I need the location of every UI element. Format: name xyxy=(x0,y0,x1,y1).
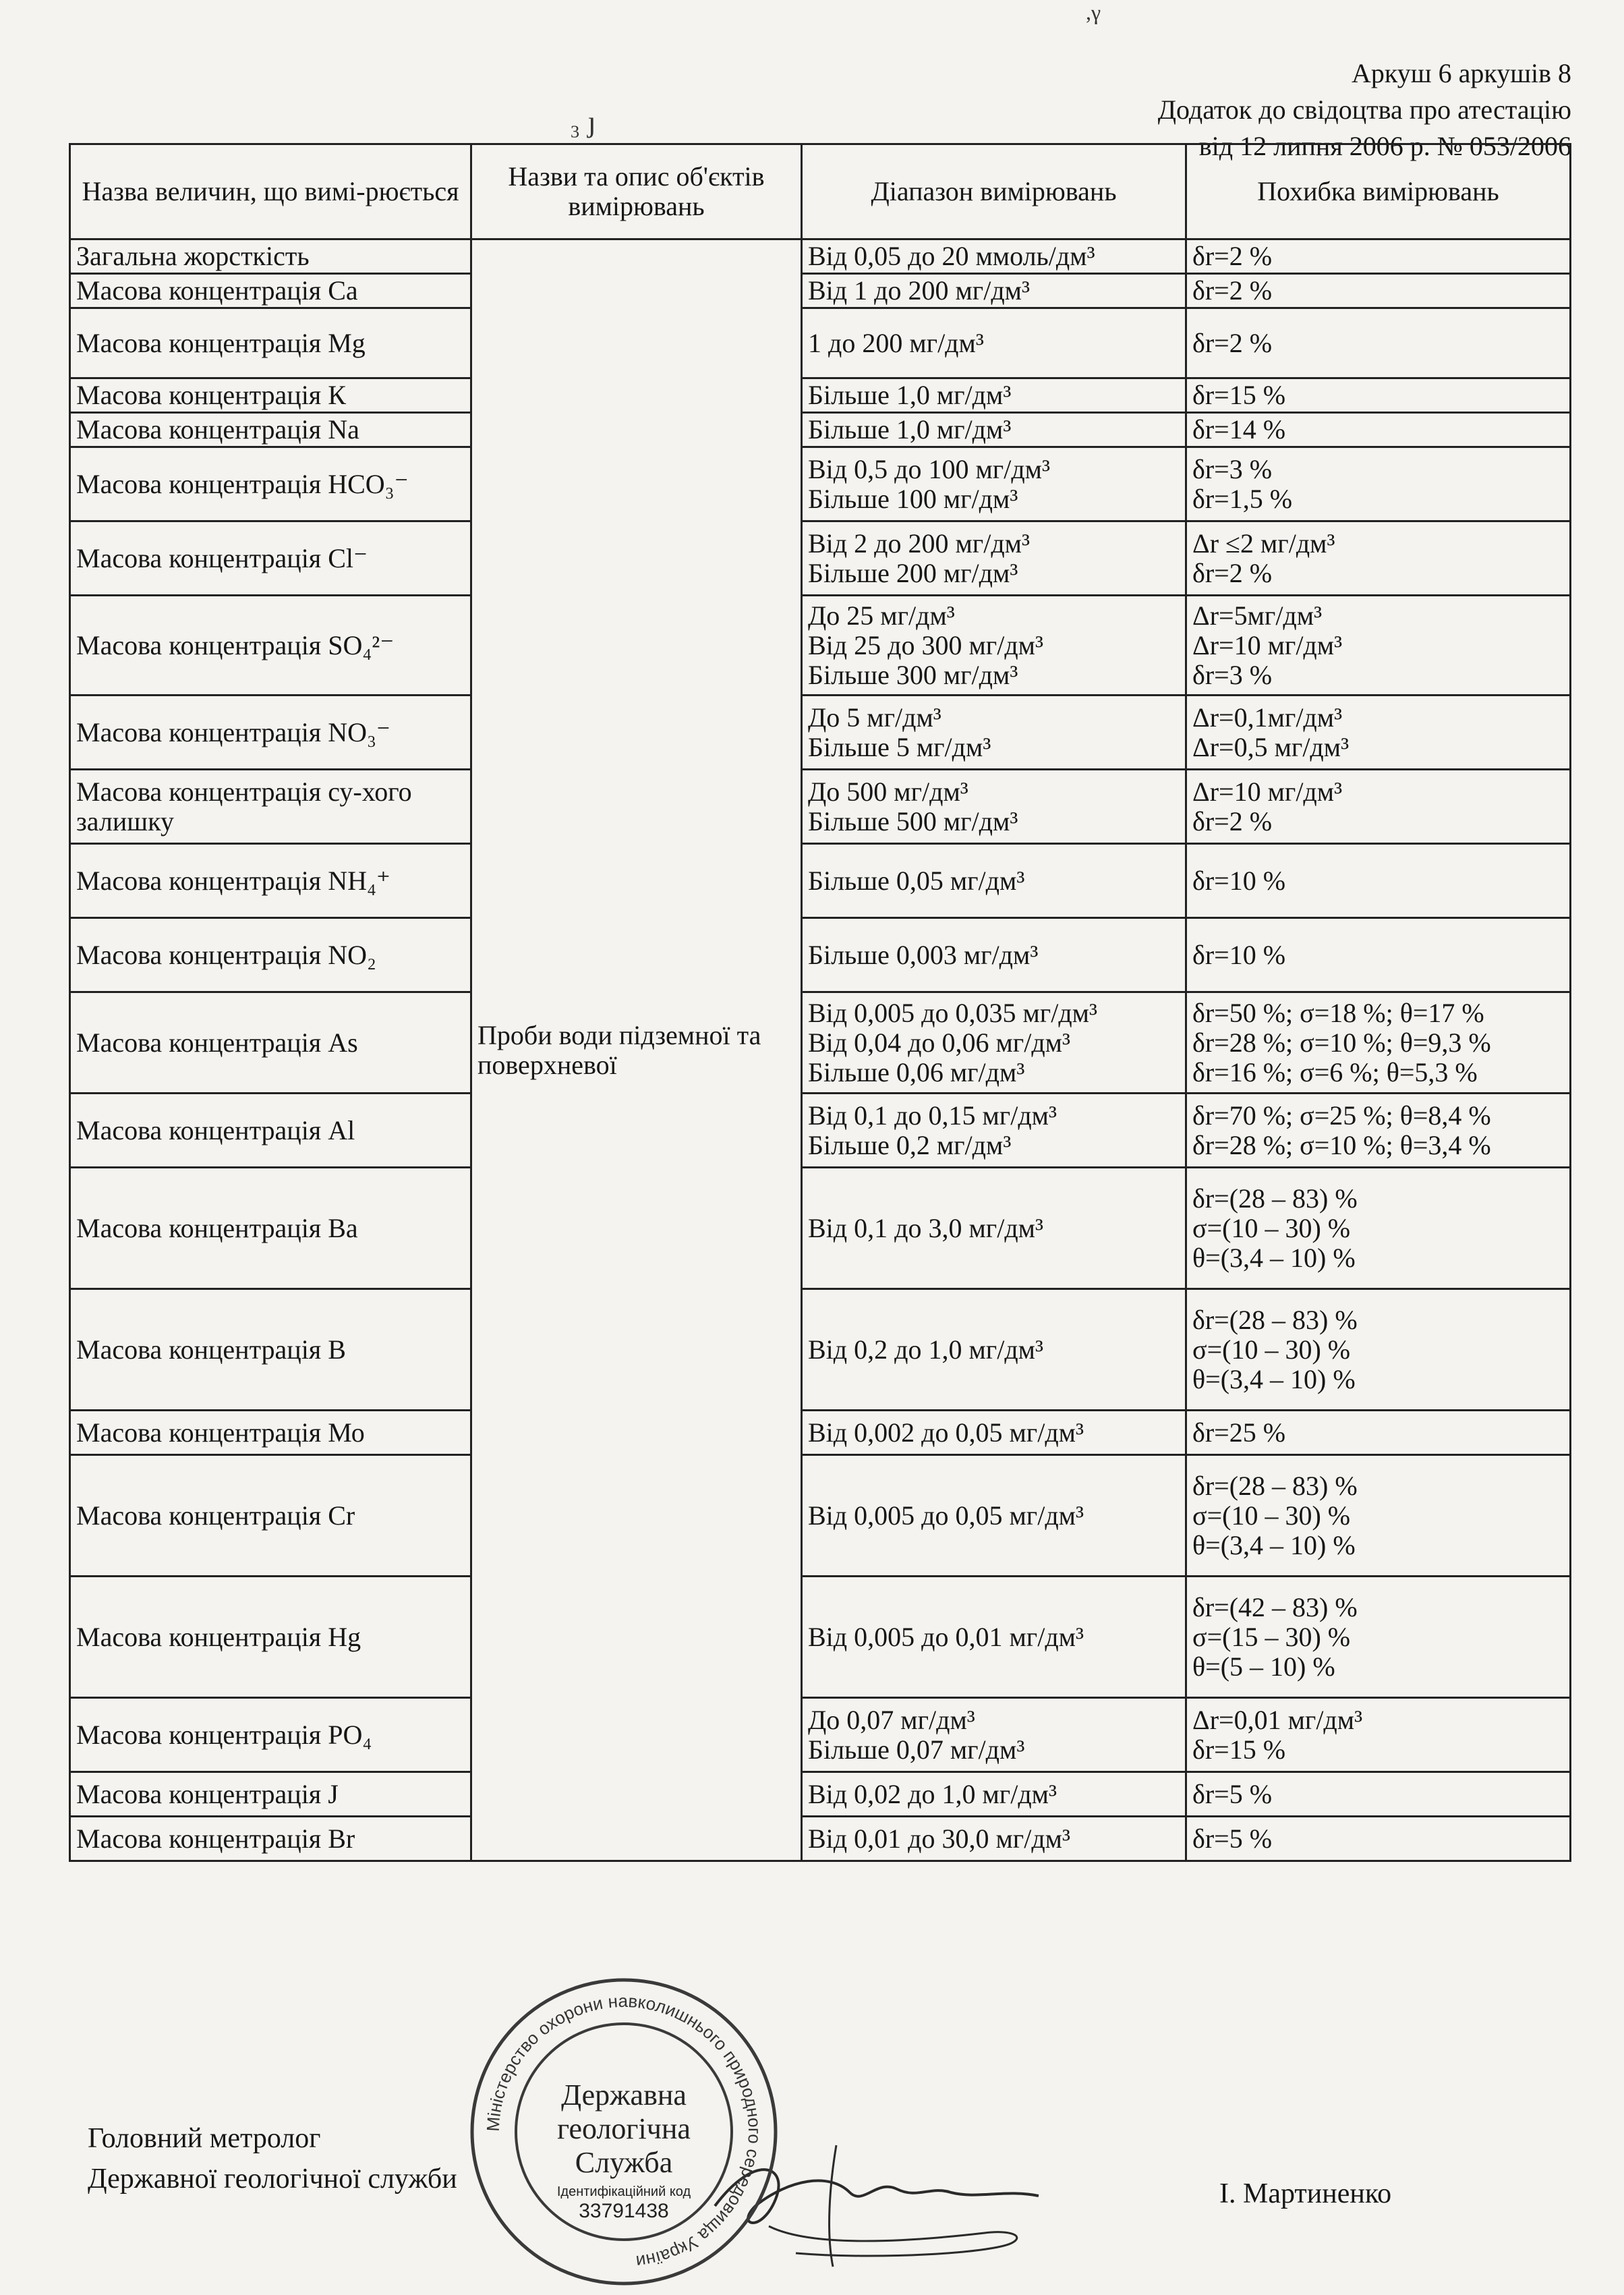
seal-center-line-2: геологічна xyxy=(557,2112,691,2145)
table-row xyxy=(70,1455,1571,1577)
error-line: Δr=0,1мг/дм³ xyxy=(1192,702,1343,733)
table-row xyxy=(70,844,1571,918)
table-row xyxy=(70,378,1571,413)
quantity-cell: Масова концентрація PO₄ xyxy=(70,1698,471,1772)
signer-title-2: Державної геологічної служби xyxy=(88,2163,457,2194)
error-cell xyxy=(1186,1411,1571,1455)
official-seal xyxy=(465,1973,782,2290)
range-line: Від 25 до 300 мг/дм³ xyxy=(808,629,1043,660)
range-cell xyxy=(802,308,1186,378)
range-line: Від 0,005 до 0,035 мг/дм³ xyxy=(808,997,1097,1028)
seal-center-line-3: Служба xyxy=(575,2146,673,2179)
seal-center-line-1: Державна xyxy=(561,2078,687,2112)
error-line: δr=2 % xyxy=(1192,805,1273,837)
error-cell xyxy=(1186,1094,1571,1168)
range-cell xyxy=(802,274,1186,308)
quantity-cell: Масова концентрація Mg xyxy=(70,308,471,378)
error-line: θ=(5 – 10) % xyxy=(1192,1651,1335,1682)
quantity-cell: Загальна жорсткість xyxy=(70,239,471,274)
error-cell xyxy=(1186,770,1571,844)
seal-code-label: Ідентифікаційний код xyxy=(556,2184,691,2199)
table-row xyxy=(70,1094,1571,1168)
error-cell xyxy=(1186,1817,1571,1861)
error-cell xyxy=(1186,1577,1571,1698)
error-line: δr=15 % xyxy=(1192,380,1286,410)
range-line: Від 0,05 до 20 ммоль/дм³ xyxy=(808,241,1095,271)
range-line: До 25 мг/дм³ xyxy=(808,600,955,631)
error-cell xyxy=(1186,696,1571,770)
range-cell xyxy=(802,770,1186,844)
quantity-cell: Масова концентрація В xyxy=(70,1289,471,1411)
error-cell xyxy=(1186,1455,1571,1577)
error-line: δr=3 % xyxy=(1192,453,1273,484)
error-line: δr=2 % xyxy=(1192,327,1273,358)
error-line: Δr=10 мг/дм³ xyxy=(1192,776,1343,807)
range-cell xyxy=(802,596,1186,696)
error-line: δr=70 %; σ=25 %; θ=8,4 % xyxy=(1192,1100,1491,1131)
error-line: σ=(10 – 30) % xyxy=(1192,1212,1351,1243)
error-line: δr=2 % xyxy=(1192,275,1273,306)
error-cell xyxy=(1186,1289,1571,1411)
table-row xyxy=(70,413,1571,447)
range-line: Від 0,005 до 0,01 мг/дм³ xyxy=(808,1621,1084,1652)
range-line: Від 0,5 до 100 мг/дм³ xyxy=(808,453,1050,484)
error-line: δr=5 % xyxy=(1192,1778,1273,1809)
range-line: Більше 300 мг/дм³ xyxy=(808,659,1018,690)
range-line: Більше 1,0 мг/дм³ xyxy=(808,414,1012,445)
range-line: Від 0,04 до 0,06 мг/дм³ xyxy=(808,1027,1070,1058)
error-line: θ=(3,4 – 10) % xyxy=(1192,1242,1356,1273)
range-cell xyxy=(802,992,1186,1094)
range-cell xyxy=(802,1168,1186,1289)
range-line: Більше 200 мг/дм³ xyxy=(808,557,1018,588)
range-line: До 500 мг/дм³ xyxy=(808,776,968,807)
error-line: σ=(15 – 30) % xyxy=(1192,1621,1351,1652)
error-cell xyxy=(1186,1698,1571,1772)
table-row xyxy=(70,1168,1571,1289)
quantity-cell: Масова концентрація К xyxy=(70,378,471,413)
error-cell xyxy=(1186,521,1571,596)
range-cell xyxy=(802,696,1186,770)
quantity-cell: Масова концентрація SO₄²⁻ xyxy=(70,596,471,696)
error-cell xyxy=(1186,413,1571,447)
range-line: Від 0,1 до 3,0 мг/дм³ xyxy=(808,1212,1043,1243)
table-row xyxy=(70,770,1571,844)
range-line: Більше 0,2 мг/дм³ xyxy=(808,1129,1012,1160)
range-line: Більше 1,0 мг/дм³ xyxy=(808,380,1012,410)
range-line: Від 0,2 до 1,0 мг/дм³ xyxy=(808,1334,1043,1365)
error-line: δr=28 %; σ=10 %; θ=9,3 % xyxy=(1192,1027,1491,1058)
range-line: Більше 0,06 мг/дм³ xyxy=(808,1056,1025,1087)
error-line: θ=(3,4 – 10) % xyxy=(1192,1363,1356,1394)
quantity-cell: Масова концентрація Ва xyxy=(70,1168,471,1289)
error-cell xyxy=(1186,447,1571,521)
range-line: Від 1 до 200 мг/дм³ xyxy=(808,275,1030,306)
range-line: До 5 мг/дм³ xyxy=(808,702,941,733)
quantity-cell: Масова концентрація Al xyxy=(70,1094,471,1168)
quantity-cell: Масова концентрація Cr xyxy=(70,1455,471,1577)
range-line: Від 0,02 до 1,0 мг/дм³ xyxy=(808,1778,1057,1809)
error-cell xyxy=(1186,274,1571,308)
range-line: Більше 0,003 мг/дм³ xyxy=(808,939,1039,970)
range-cell xyxy=(802,521,1186,596)
measurements-table xyxy=(69,143,1571,1862)
sheet-number: Аркуш 6 аркушів 8 xyxy=(1352,58,1571,88)
range-cell xyxy=(802,1094,1186,1168)
range-cell xyxy=(802,1411,1186,1455)
quantity-cell: Масова концентрація су-хого залишку xyxy=(70,770,471,844)
range-cell xyxy=(802,844,1186,918)
error-line: δr=2 % xyxy=(1192,241,1273,271)
range-cell xyxy=(802,413,1186,447)
error-line: δr=28 %; σ=10 %; θ=3,4 % xyxy=(1192,1129,1491,1160)
range-cell xyxy=(802,1698,1186,1772)
range-line: Більше 100 мг/дм³ xyxy=(808,483,1018,514)
error-line: δr=5 % xyxy=(1192,1823,1273,1854)
error-line: θ=(3,4 – 10) % xyxy=(1192,1529,1356,1560)
quantity-cell: Масова концентрація As xyxy=(70,992,471,1094)
error-cell xyxy=(1186,1772,1571,1817)
header-objects: Назви та опис об'єктів вимірювань xyxy=(471,144,802,239)
range-line: Від 0,1 до 0,15 мг/дм³ xyxy=(808,1100,1057,1131)
quantity-cell: Масова концентрація Na xyxy=(70,413,471,447)
table-header-row xyxy=(70,144,1571,239)
quantity-cell: Масова концентрація Hg xyxy=(70,1577,471,1698)
table-row xyxy=(70,696,1571,770)
range-line: Від 2 до 200 мг/дм³ xyxy=(808,528,1030,559)
quantity-cell: Масова концентрація Са xyxy=(70,274,471,308)
range-cell xyxy=(802,378,1186,413)
table-row xyxy=(70,521,1571,596)
seal-code: 33791438 xyxy=(579,2200,669,2222)
table-row xyxy=(70,1772,1571,1817)
header-error: Похибка вимірювань xyxy=(1186,144,1571,239)
quantity-cell: Масова концентрація Cl⁻ xyxy=(70,521,471,596)
header-range: Діапазон вимірювань xyxy=(802,144,1186,239)
range-line: Більше 0,07 мг/дм³ xyxy=(808,1734,1025,1765)
range-line: Більше 500 мг/дм³ xyxy=(808,805,1018,837)
error-cell xyxy=(1186,992,1571,1094)
error-cell xyxy=(1186,378,1571,413)
error-line: δr=10 % xyxy=(1192,939,1286,970)
range-cell xyxy=(802,1289,1186,1411)
error-line: σ=(10 – 30) % xyxy=(1192,1500,1351,1531)
signer-title-1: Головний метролог xyxy=(88,2123,321,2154)
error-line: Δr=5мг/дм³ xyxy=(1192,600,1323,631)
error-line: δr=3 % xyxy=(1192,659,1273,690)
error-line: δr=(28 – 83) % xyxy=(1192,1183,1358,1214)
error-cell xyxy=(1186,239,1571,274)
range-cell xyxy=(802,447,1186,521)
range-cell xyxy=(802,918,1186,992)
error-line: δr=14 % xyxy=(1192,414,1286,445)
error-cell xyxy=(1186,918,1571,992)
quantity-cell: Масова концентрація Мо xyxy=(70,1411,471,1455)
table-row xyxy=(70,918,1571,992)
error-line: Δr=0,01 мг/дм³ xyxy=(1192,1704,1363,1735)
range-line: Більше 5 мг/дм³ xyxy=(808,731,991,762)
range-line: Більше 0,05 мг/дм³ xyxy=(808,865,1025,896)
quantity-cell: Масова концентрація Br xyxy=(70,1817,471,1861)
error-cell xyxy=(1186,596,1571,696)
table-row xyxy=(70,447,1571,521)
range-cell xyxy=(802,1577,1186,1698)
error-line: Δr=10 мг/дм³ xyxy=(1192,629,1343,660)
range-line: 1 до 200 мг/дм³ xyxy=(808,327,984,358)
range-cell xyxy=(802,1455,1186,1577)
error-cell xyxy=(1186,1168,1571,1289)
error-line: δr=(28 – 83) % xyxy=(1192,1304,1358,1335)
table-row xyxy=(70,1289,1571,1411)
table-row xyxy=(70,308,1571,378)
error-line: σ=(10 – 30) % xyxy=(1192,1334,1351,1365)
range-cell xyxy=(802,239,1186,274)
table-body xyxy=(70,239,1571,1861)
table-row xyxy=(70,1817,1571,1861)
quantity-cell: Масова концентрація J xyxy=(70,1772,471,1817)
error-line: δr=(42 – 83) % xyxy=(1192,1591,1358,1622)
table-row xyxy=(70,274,1571,308)
range-cell xyxy=(802,1772,1186,1817)
margin-mark: ,γ xyxy=(1086,0,1101,24)
quantity-cell: Масова концентрація HCO₃⁻ xyxy=(70,447,471,521)
error-cell xyxy=(1186,308,1571,378)
error-line: δr=16 %; σ=6 %; θ=5,3 % xyxy=(1192,1056,1478,1087)
quantity-cell: Масова концентрація NO₃⁻ xyxy=(70,696,471,770)
handwritten-mark: ₃ ȷ xyxy=(570,105,596,138)
error-line: δr=50 %; σ=18 %; θ=17 % xyxy=(1192,997,1484,1028)
error-line: δr=2 % xyxy=(1192,557,1273,588)
table-row xyxy=(70,1411,1571,1455)
header-quantity: Назва величин, що вимі-рюється xyxy=(70,144,471,239)
range-line: До 0,07 мг/дм³ xyxy=(808,1704,975,1735)
certificate-date: від 12 липня 2006 р. № 053/2006 xyxy=(1198,131,1571,161)
range-line: Від 0,002 до 0,05 мг/дм³ xyxy=(808,1417,1084,1448)
table-row xyxy=(70,1577,1571,1698)
quantity-cell: Масова концентрація NO₂ xyxy=(70,918,471,992)
range-line: Від 0,01 до 30,0 мг/дм³ xyxy=(808,1823,1070,1854)
object-cell: Проби води підземної та поверхневої xyxy=(471,239,802,1861)
seal-ring-text: Міністерство охорони навколишнього природного середовища України xyxy=(482,1990,765,2273)
error-line: δr=10 % xyxy=(1192,865,1286,896)
error-line: Δr=0,5 мг/дм³ xyxy=(1192,731,1350,762)
error-line: δr=(28 – 83) % xyxy=(1192,1470,1358,1501)
error-line: δr=25 % xyxy=(1192,1417,1286,1448)
signer-name: І. Мартиненко xyxy=(1219,2178,1392,2209)
table-row xyxy=(70,239,1571,274)
appendix-title: Додаток до свідоцтва про атестацію xyxy=(1157,94,1571,125)
table-row xyxy=(70,1698,1571,1772)
table-row xyxy=(70,992,1571,1094)
signature-block xyxy=(88,2118,457,2199)
error-line: δr=1,5 % xyxy=(1192,483,1293,514)
error-line: Δr ≤2 мг/дм³ xyxy=(1192,528,1335,559)
error-cell xyxy=(1186,844,1571,918)
error-line: δr=15 % xyxy=(1192,1734,1286,1765)
table-row xyxy=(70,596,1571,696)
quantity-cell: Масова концентрація NH₄⁺ xyxy=(70,844,471,918)
range-line: Від 0,005 до 0,05 мг/дм³ xyxy=(808,1500,1084,1531)
range-cell xyxy=(802,1817,1186,1861)
